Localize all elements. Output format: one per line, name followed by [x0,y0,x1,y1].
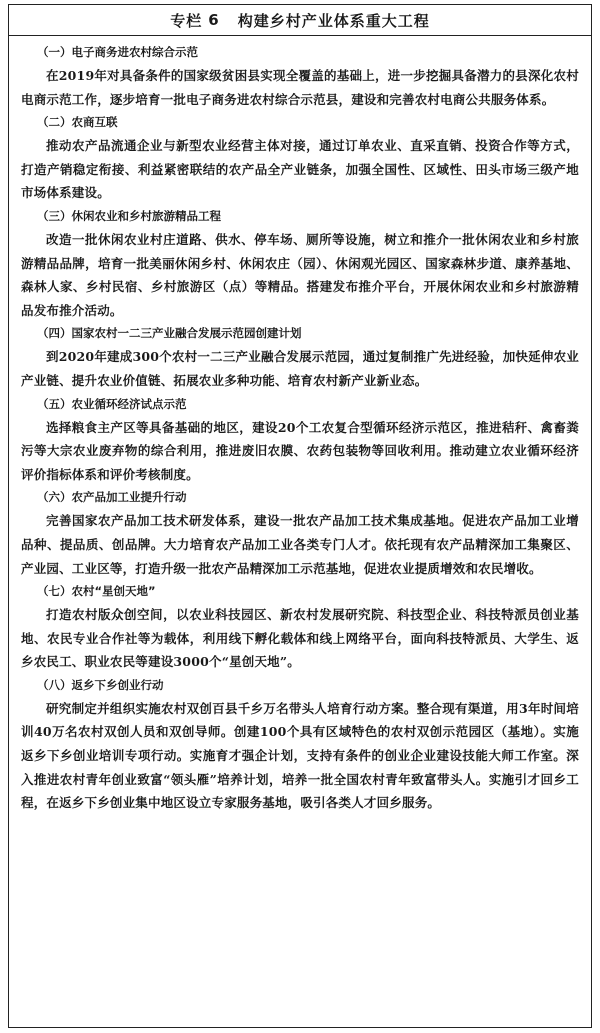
section-heading: （四）国家农村一二三产业融合发展示范园创建计划 [37,326,302,341]
section-6 [21,486,579,580]
section-heading: （三）休闲农业和乡村旅游精品工程 [37,208,221,223]
section-heading: （一）电子商务进农村综合示范 [37,45,198,59]
section-heading: （五）农业循环经济试点示范 [37,396,187,411]
section-7 [21,580,579,674]
box-label: 专栏 [170,11,203,30]
section-body: 打造农村版众创空间，以农业科技园区、新农村发展研究院、科技型企业、科技特派员创业基地、农民专业合作社等为载体，利用线下孵化载体和线上网络平台，面向科技特派员、大学生、返乡农民工、职业农民等建设3000个“星创天地”。 [21,607,579,670]
section-heading: （六）农产品加工业提升行动 [37,490,187,505]
section-body: 在2019年对具备条件的国家级贫困县实现全覆盖的基础上，进一步挖掘具备潜力的县深化农村电商示范工作，逐步培育一批电子商务进农村综合示范县，建设和完善农村电商公共服务体系。 [21,68,579,107]
section-5 [21,393,579,487]
box-title-bar [9,5,591,36]
section-heading: （二）农商互联 [37,115,118,130]
section-2 [21,111,579,205]
section-body: 推动农产品流通企业与新型农业经营主体对接，通过订单农业、直采直销、投资合作等方式，打造产销稳定衔接、利益紧密联结的农产品全产业链条，加强全国性、区域性、田头市场三级产地市场体系建设。 [21,138,579,201]
box-title: 构建乡村产业体系重大工程 [237,11,430,30]
section-body: 改造一批休闲农业村庄道路、供水、停车场、厕所等设施，树立和推介一批休闲农业和乡村旅游精品品牌，培育一批美丽休闲乡村、休闲农庄（园）、休闲观光园区、国家森林步道、康养基地、森林人家、乡村民宿、乡村旅游区（点）等精品。搭建发布推介平台，开展休闲农业和乡村旅游精品发布推介活动。 [21,231,579,318]
section-heading: （七）农村“星创天地” [37,584,156,599]
section-8 [21,674,579,815]
column-box [8,4,592,1028]
section-body: 到2020年建成300个农村一二三产业融合发展示范园，通过复制推广先进经验，加快延伸农业产业链、提升农业价值链、拓展农业多种功能、培育农村新产业新业态。 [21,349,579,388]
section-body: 研究制定并组织实施农村双创百县千乡万名带头人培育行动方案。整合现有渠道，用3年时间培训40万名农村双创人员和双创导师。创建100个具有区域特色的农村双创示范园区（基地）。实施返乡下乡创业培训专项行动。实施育才强企计划，支持有条件的创业企业建设技能大师工作室。深入推进农村青年创业致富“领头雁”培养计划，培养一批全国农村青年致富带头人。实施引才回乡工程，在返乡下乡创业集中地区设立专家服务基地，吸引各类人才回乡服务。 [21,700,579,811]
section-body: 选择粮食主产区等具备基础的地区，建设20个工农复合型循环经济示范区，推进秸秆、禽畜粪污等大宗农业废弃物的综合利用，推进废旧农膜、农药包装物等回收利用。推动建立农业循环经济评价指标体系和评价考核制度。 [21,419,579,482]
section-heading: （八）返乡下乡创业行动 [37,677,164,692]
box-number: 6 [208,11,220,29]
box-content [9,36,591,815]
section-1 [21,41,579,111]
section-3 [21,205,579,322]
section-4 [21,322,579,392]
section-body: 完善国家农产品加工技术研发体系，建设一批农产品加工技术集成基地。促进农产品加工业增品种、提品质、创品牌。大力培育农产品加工业各类专门人才。依托现有农产品精深加工集聚区、产业园、工业区等，打造升级一批农产品精深加工示范基地，促进农业提质增效和农民增收。 [21,513,579,576]
